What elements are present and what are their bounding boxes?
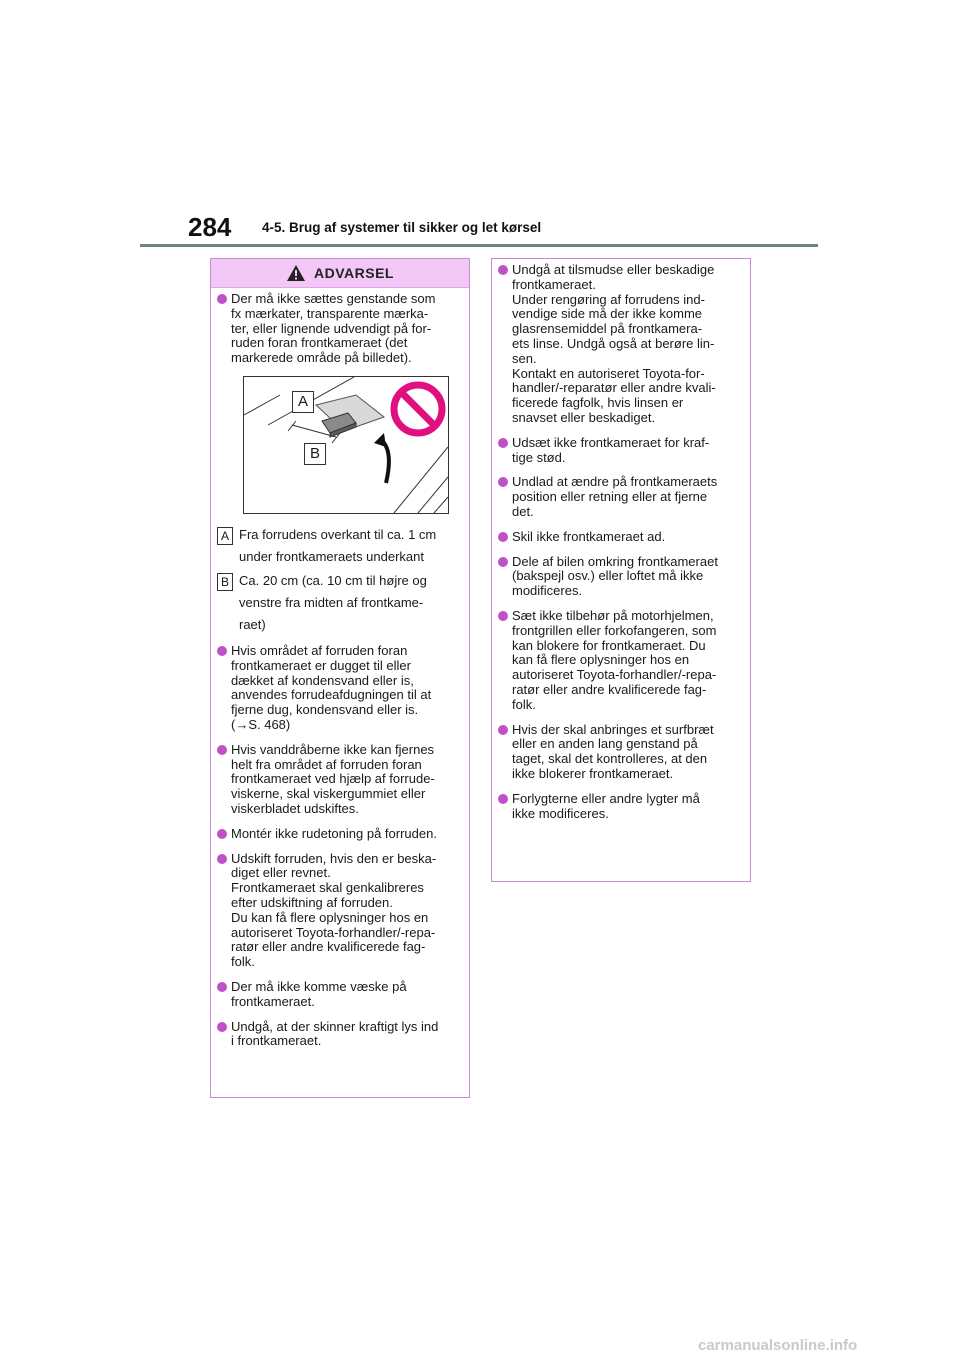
list-item-text: Skil ikke frontkameraet ad.	[512, 528, 666, 544]
list-item	[498, 723, 744, 782]
list-item-text: Dele af bilen omkring frontkameraet (bakspejl osv.) eller loftet må ikke modificeres.	[512, 553, 718, 599]
legend-text-b: Ca. 20 cm (ca. 10 cm til højre og venstre fra midten af frontkame- raet)	[239, 572, 427, 632]
list-item	[217, 644, 463, 733]
legend-letter-b: B	[217, 573, 233, 591]
bullet-icon	[498, 265, 508, 275]
bullet-icon	[498, 477, 508, 487]
legend-row-b	[217, 570, 463, 636]
list-item	[498, 475, 744, 519]
warning-triangle-icon	[286, 264, 306, 282]
list-item	[498, 555, 744, 599]
list-item	[217, 743, 463, 817]
list-item	[217, 852, 463, 970]
list-item-text: Hvis der skal anbringes et surfbræt eller en anden lang genstand på taget, skal det kontrolleres, at den ikke blokerer frontkameraet.	[512, 721, 714, 781]
bullet-icon	[498, 725, 508, 735]
list-item	[498, 792, 744, 822]
bullet-icon	[217, 294, 227, 304]
warning-title: ADVARSEL	[314, 265, 394, 281]
list-item-text: Der må ikke komme væske på frontkameraet.	[231, 978, 407, 1009]
list-item	[498, 436, 744, 466]
page-header	[0, 0, 960, 250]
windshield-camera-figure	[243, 376, 449, 514]
bullet-icon	[217, 745, 227, 755]
bullet-icon	[217, 646, 227, 656]
bullet-icon	[498, 557, 508, 567]
list-item-text: Hvis vanddråberne ikke kan fjernes helt fra området af forruden foran frontkameraet ved hjælp af forrude- viskerne, skal viskergummiet eller viskerbladet udskiftes.	[231, 741, 435, 816]
list-item-text: Hvis området af forruden foran frontkameraet er dugget til eller dækket af kondensvand eller is, anvendes forrudeafdugningen til at fjerne dug, kondensvand eller is. (→S. 468)	[231, 642, 432, 732]
warning-panel-left	[210, 258, 470, 1098]
warning-items-right	[492, 259, 750, 821]
list-item	[498, 530, 744, 545]
list-item-text: Forlygterne eller andre lygter må ikke modificeres.	[512, 790, 700, 821]
figure-label-b: B	[304, 443, 326, 465]
list-item	[498, 609, 744, 713]
list-item-text: Montér ikke rudetoning på forruden.	[231, 825, 437, 841]
watermark: carmanualsonline.info	[698, 1337, 858, 1354]
list-item	[498, 263, 744, 426]
list-item	[217, 827, 463, 842]
bullet-icon	[498, 438, 508, 448]
page-number: 284	[188, 212, 232, 242]
list-item-text: Sæt ikke tilbehør på motorhjelmen, frontgrillen eller forkofangeren, som kan blokere for frontkameraet. Du kan få flere oplysninger hos en autoriseret Toyota-forhandler/-repa- ratør eller andre kvalificerede fag- folk.	[512, 607, 717, 712]
warning-items-left	[211, 288, 469, 1049]
list-item	[217, 1020, 463, 1050]
list-item-text: Undgå, at der skinner kraftigt lys ind i frontkameraet.	[231, 1018, 439, 1049]
windshield-camera-illustration	[244, 377, 448, 513]
list-item-text: Udskift forruden, hvis den er beska- diget eller revnet. Frontkameraet skal genkalibreres efter udskiftning af forruden. Du kan få flere oplysninger hos en autoriseret Toyota-forhandler/-repa- ratør eller andre kvalificerede fag- folk.	[231, 850, 437, 970]
warning-header	[211, 259, 469, 288]
list-item-text: Undgå at tilsmudse eller beskadige frontkameraet. Under rengøring af forrudens ind- vendige side må der ikke komme glasrensemiddel på frontkamera- ets linse. Undgå også at berøre lin- sen. Kontakt en autoriseret Toyota-for- handler/-reparatør eller andre kvali- ficerede fagfolk, hvis linsen er snavset eller beskadiget.	[512, 262, 716, 425]
bullet-icon	[217, 829, 227, 839]
bullet-icon	[217, 854, 227, 864]
bullet-icon	[498, 611, 508, 621]
header-rule	[140, 244, 818, 247]
warning-panel-right	[491, 258, 751, 882]
bullet-icon	[498, 532, 508, 542]
section-title: 4-5. Brug af systemer til sikker og let kørsel	[262, 220, 542, 235]
bullet-icon	[217, 1022, 227, 1032]
list-item-text: Der må ikke sættes genstande som fx mærkater, transparente mærka- ter, eller lignende udvendigt på for- ruden foran frontkameraet (det markerede område på billedet).	[231, 291, 436, 366]
legend-text-a: Fra forrudens overkant til ca. 1 cm under frontkameraets underkant	[239, 526, 437, 564]
list-item-text: Udsæt ikke frontkameraet for kraf- tige stød.	[512, 434, 710, 465]
figure-label-a: A	[292, 391, 314, 413]
list-item	[217, 292, 463, 366]
bullet-icon	[498, 794, 508, 804]
bullet-icon	[217, 982, 227, 992]
list-item	[217, 980, 463, 1010]
legend-letter-a: A	[217, 527, 233, 545]
legend-row-a	[217, 524, 463, 568]
list-item-text: Undlad at ændre på frontkameraets position eller retning eller at fjerne det.	[512, 474, 718, 519]
